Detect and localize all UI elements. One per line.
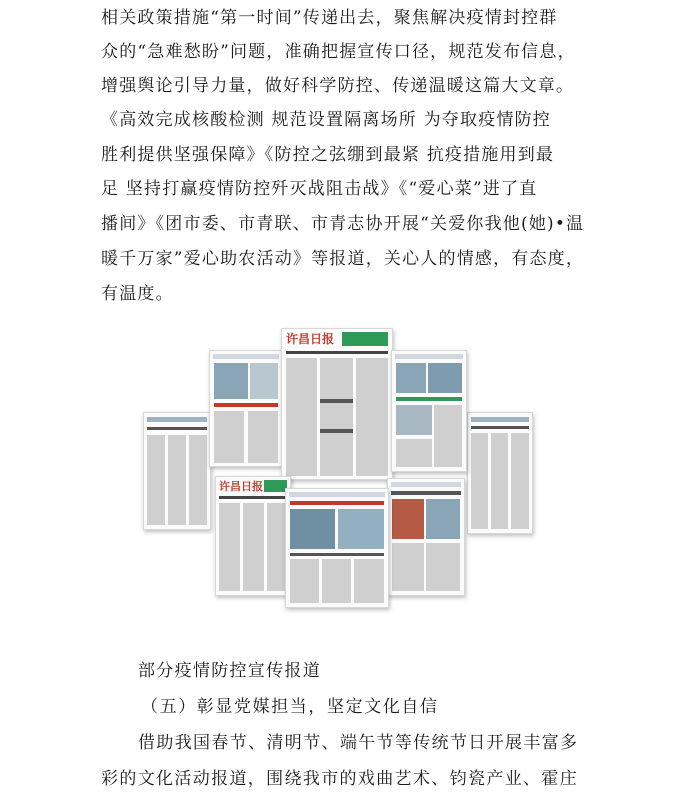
paragraph-line: 暖千万家”爱心助农活动》等报道，关心人的情感，有态度， xyxy=(101,249,585,269)
newspaper-page xyxy=(209,350,283,467)
newspaper-page xyxy=(143,412,211,530)
newspaper-page xyxy=(387,478,465,596)
paragraph-line: 彩的文化活动报道，围绕我市的戏曲艺术、钧瓷产业、霍庄 xyxy=(101,769,579,789)
paragraph-line: 借助我国春节、清明节、端午节等传统节日开展丰富多 xyxy=(138,733,579,753)
figure-caption: 部分疫情防控宣传报道 xyxy=(138,661,321,681)
paragraph-line: 相关政策措施“第一时间”传递出去，聚焦解决疫情封控群 xyxy=(101,8,558,28)
paragraph-line: 胜利提供坚强保障》《防控之弦绷到最紧 抗疫措施用到最 xyxy=(101,145,555,165)
newspaper-page xyxy=(281,328,393,480)
paragraph-line: 众的“急难愁盼”问题，准确把握宣传口径，规范发布信息， xyxy=(101,42,576,62)
newspaper-page xyxy=(285,488,389,608)
newspaper-page xyxy=(391,350,467,472)
newspaper-collage xyxy=(143,328,533,606)
newspaper-page xyxy=(215,476,291,596)
paragraph-line: 增强舆论引导力量，做好科学防控、传递温暖这篇大文章。 xyxy=(101,76,575,96)
paragraph-line: 播间》《团市委、市青联、市青志协开展“关爱你我他(她)•温 xyxy=(101,214,585,234)
section-heading: （五）彰显党媒担当，坚定文化自信 xyxy=(141,697,439,717)
newspaper-page xyxy=(467,412,533,534)
masthead-title: 许昌日报 xyxy=(219,480,263,493)
paragraph-line: 足 坚持打赢疫情防控歼灭战阻击战》《“爱心菜”进了直 xyxy=(101,179,538,199)
masthead-title: 许昌日报 xyxy=(286,332,335,346)
paragraph-line: 《高效完成核酸检测 规范设置隔离场所 为夺取疫情防控 xyxy=(101,110,552,130)
paragraph-line: 有温度。 xyxy=(101,284,174,304)
